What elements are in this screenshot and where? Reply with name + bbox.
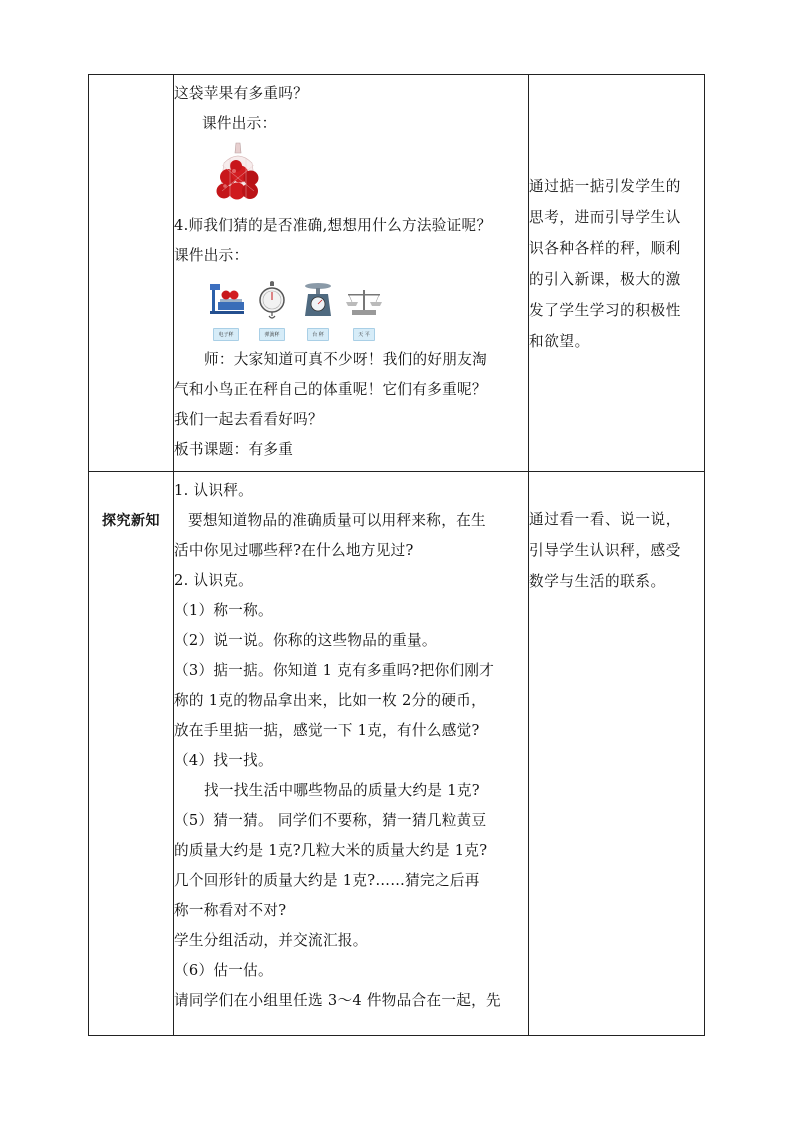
electronic-scale-icon <box>206 280 246 320</box>
content-line: （6）估一估。 <box>174 962 273 979</box>
content-line: （5）猜一猜。 同学们不要称，猜一猜几粒黄豆 <box>174 812 487 829</box>
spring-scale-icon <box>252 280 292 320</box>
lesson-table <box>88 74 705 1036</box>
content-line: 称一称看对不对? <box>174 902 287 919</box>
note-line: 通过掂一掂引发学生的 <box>529 178 681 195</box>
content-line: 课件出示： <box>174 247 249 264</box>
note-line: 和欲望。 <box>529 333 590 350</box>
note-line: 数学与生活的联系。 <box>529 573 666 590</box>
content-line: 的质量大约是 1克?几粒大米的质量大约是 1克? <box>174 842 488 859</box>
scale-label: 电子秤 <box>213 328 238 341</box>
stage-label: 探究新知 <box>102 513 160 529</box>
note-line: 发了学生学习的积极性 <box>529 302 681 319</box>
scale-label: 台 秤 <box>307 328 329 341</box>
content-line: 这袋苹果有多重吗？ <box>174 85 309 102</box>
content-line: （3）掂一掂。你知道 1 克有多重吗?把你们刚才 <box>174 662 495 679</box>
content-line: 1. 认识秤。 <box>174 482 254 499</box>
content-line: 几个回形针的质量大约是 1克?……猜完之后再 <box>174 872 480 889</box>
content-cell <box>174 75 529 472</box>
note-cell <box>529 472 705 1036</box>
content-line: 放在手里掂一掂，感觉一下 1克，有什么感觉? <box>174 722 480 739</box>
note-line: 思考，进而引导学生认 <box>529 209 681 226</box>
content-line: 课件出示： <box>202 115 277 132</box>
scale-item <box>300 280 336 341</box>
scale-item <box>208 280 244 341</box>
table-row <box>89 75 705 472</box>
balance-scale-icon <box>344 280 384 320</box>
content-line: 学生分组活动，并交流汇报。 <box>174 932 368 949</box>
content-line: 找一找生活中哪些物品的质量大约是 1克? <box>204 782 480 799</box>
stage-label <box>89 75 173 113</box>
content-line: （2）说一说。你称的这些物品的重量。 <box>174 632 437 649</box>
content-line: 气和小鸟正在秤自己的体重呢！它们有多重呢？ <box>174 381 487 398</box>
content-line: 称的 1克的物品拿出来，比如一枚 2分的硬币， <box>174 692 487 709</box>
note-line: 识各种各样的秤，顺利 <box>529 240 681 257</box>
content-line: 请同学们在小组里任选 3～4 件物品合在一起，先 <box>174 992 501 1009</box>
stage-cell <box>89 472 174 1036</box>
note-line: 通过看一看、说一说， <box>529 511 681 528</box>
apple-bag-image <box>174 141 528 211</box>
content-line: （4）找一找。 <box>174 752 273 769</box>
scale-label: 天 平 <box>353 328 375 341</box>
table-row <box>89 472 705 1036</box>
scales-image <box>174 273 528 341</box>
platform-scale-icon <box>298 280 338 320</box>
content-line: 我们一起去看看好吗？ <box>174 411 323 428</box>
content-line: 2. 认识克。 <box>174 572 254 589</box>
scale-label: 弹簧秤 <box>259 328 284 341</box>
stage-cell <box>89 75 174 472</box>
content-line: 师：大家知道可真不少呀！我们的好朋友淘 <box>204 351 487 368</box>
note-cell <box>529 75 705 472</box>
content-line: （1）称一称。 <box>174 602 273 619</box>
note-line: 的引入新课，极大的激 <box>529 271 681 288</box>
scale-item <box>254 280 290 341</box>
apple-bag-icon <box>210 141 266 205</box>
content-cell <box>174 472 529 1036</box>
content-line: 板书课题：有多重 <box>174 441 294 458</box>
note-line: 引导学生认识秤，感受 <box>529 542 681 559</box>
content-line: 要想知道物品的准确质量可以用秤来称，在生 <box>188 512 486 529</box>
scale-item <box>346 280 382 341</box>
content-line: 活中你见过哪些秤?在什么地方见过? <box>174 542 414 559</box>
content-line: 4.师我们猜的是否准确,想想用什么方法验证呢？ <box>174 217 492 234</box>
